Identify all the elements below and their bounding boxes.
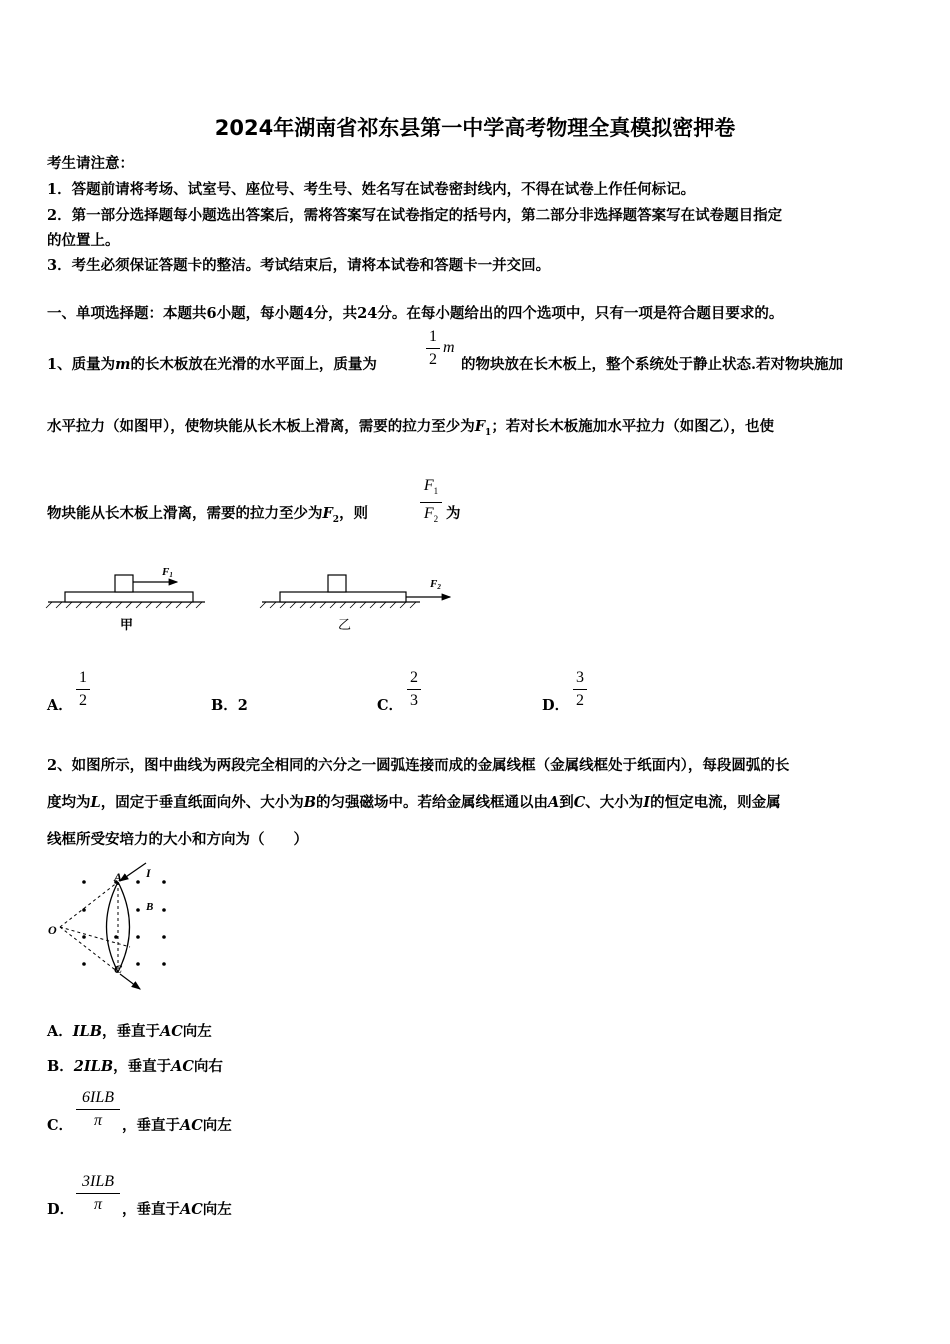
caption-jia: 甲 [120,617,134,632]
q1-option-d-label: D． [542,697,570,714]
q2-option-d-value: 3ILB π [76,1172,120,1215]
q1-mass-var: m [443,339,455,356]
q2-option-d-tail: ，垂直于AC向左 [122,1201,232,1218]
q2-option-c-value: 6ILB π [76,1088,120,1131]
board-yi [280,592,406,602]
q1-ratio-fraction: $F_1$ $F_2$ [420,476,442,529]
q2-option-c-tail: ，垂直于AC向左 [122,1117,232,1134]
q1-line1: 1、质量为m的长木板放在光滑的水平面上，质量为 [47,356,377,373]
q2-figure [40,855,180,995]
q2-line2: 度均为L，固定于垂直纸面向外、大小为B的匀强磁场中。若给金属线框通以由A到C、大小为I的恒定电流，则金属 [47,794,781,811]
block-yi [328,575,346,592]
q2-line1: 2、如图所示，图中曲线为两段完全相同的六分之一圆弧连接而成的金属线框（金属线框处于纸面内），每段圆弧的长 [47,757,790,774]
arc-right [118,882,130,972]
label-c: C [114,962,123,976]
q2-option-c-label: C． [47,1117,74,1134]
block-jia [115,575,133,592]
q1-line2: 水平拉力（如图甲），使物块能从长木板上滑离，需要的拉力至少为$F_1$；若对长木板施加水平拉力（如图乙），也使 [47,418,775,438]
field-dots [82,880,166,966]
q1-option-d-value: 3 2 [573,668,587,711]
q1-figures [40,560,470,640]
q1-line3-end: 为 [446,505,461,522]
force-label-jia: F1 [162,566,173,579]
notice-item-3: 3．考生必须保证答题卡的整洁。考试结束后，请将本试卷和答题卡一并交回。 [47,257,551,274]
figure-jia [46,566,205,632]
q1-option-a-label: A． [47,697,73,714]
q2-line3: 线框所受安培力的大小和方向为（ ） [47,831,308,848]
notice-item-2-cont: 的位置上。 [47,232,120,249]
notice-heading: 考生请注意： [47,155,134,172]
q1-line3: 物块能从长木板上滑离，需要的拉力至少为$F_2$，则 [47,505,369,525]
q2-option-b: B．2ILB，垂直于AC向右 [47,1058,223,1075]
current-out-arrow [120,974,140,989]
notice-item-2: 2．第一部分选择题每小题选出答案后，需将答案写在试卷指定的括号内，第二部分非选择题答案写在试卷题目指定 [47,207,783,224]
q1-mass-fraction: 1 2 [426,327,440,370]
figure-yi [260,575,450,632]
notice-item-1: 1．答题前请将考场、试室号、座位号、考生号、姓名写在试卷密封线内，不得在试卷上作任何标记。 [47,181,696,198]
current-in-arrow [120,863,146,881]
section-heading: 一、单项选择题：本题共6小题，每小题4分，共24分。在每小题给出的四个选项中，只有一项是符合题目要求的。 [47,305,784,322]
force-label-yi: F2 [430,578,441,591]
label-a: A [114,870,123,884]
page-title: 2024年湖南省祁东县第一中学高考物理全真模拟密押卷 [214,116,736,140]
q1-option-c-label: C． [377,697,404,714]
arc-left [107,882,119,972]
q1-line1-end: 的物块放在长木板上，整个系统处于静止状态.若对物块施加 [461,356,844,373]
q2-option-d-label: D． [47,1201,75,1218]
q1-option-a-value: 1 2 [76,668,90,711]
board-jia [65,592,193,602]
caption-yi: 乙 [338,617,352,632]
q1-option-b: B．2 [211,697,248,714]
label-o: O [48,923,57,937]
q1-option-c-value: 2 3 [407,668,421,711]
label-b: B [146,901,154,913]
label-i: I [146,866,151,880]
q2-option-a: A．ILB，垂直于AC向左 [47,1023,212,1040]
